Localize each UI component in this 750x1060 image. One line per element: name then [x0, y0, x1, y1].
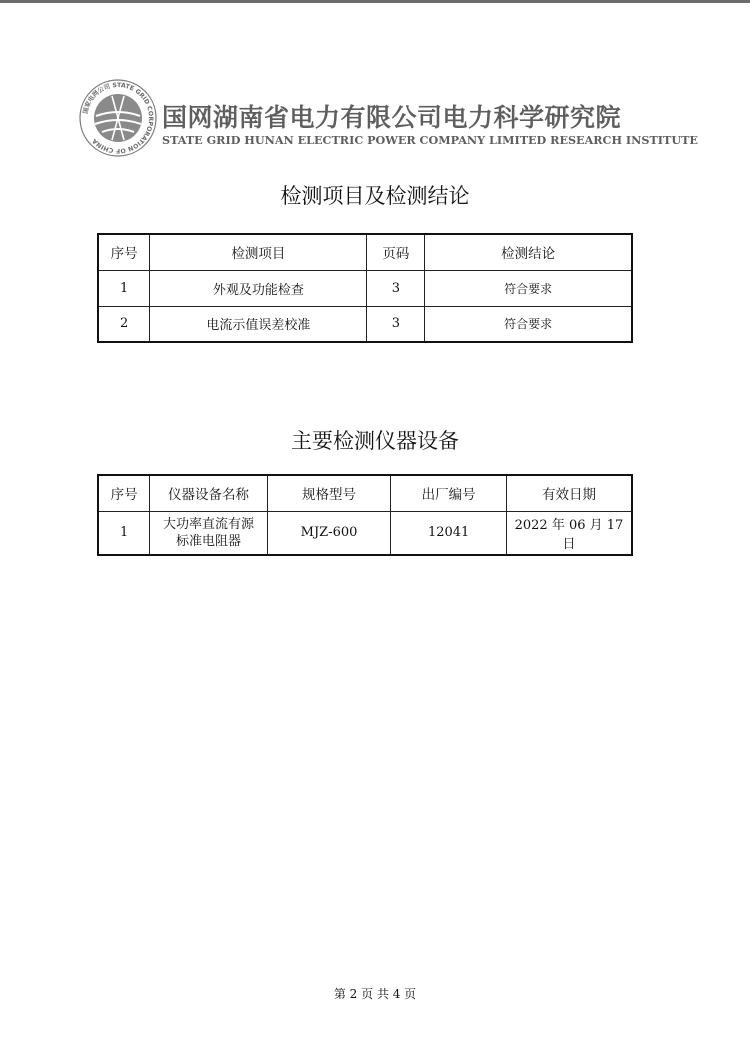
- table-row: [98, 306, 632, 342]
- row-item: 电流示值误差校准: [150, 306, 367, 342]
- row-model: MJZ-600: [267, 511, 391, 555]
- row-no: 2: [98, 306, 150, 342]
- instruments-table-header: [98, 475, 632, 511]
- state-grid-logo-icon: [78, 78, 158, 158]
- header-name: 仪器设备名称: [150, 475, 267, 511]
- row-page: 3: [367, 270, 425, 306]
- page-top-edge: [0, 0, 750, 3]
- header-no: 序号: [98, 234, 150, 270]
- row-instrument-name: [150, 511, 267, 555]
- row-serial: 12041: [391, 511, 507, 555]
- header-serial: 出厂编号: [391, 475, 507, 511]
- instrument-name-line2: 标准电阻器: [176, 533, 242, 549]
- header-no: 序号: [98, 475, 150, 511]
- letterhead: [78, 78, 698, 158]
- header-page: 页码: [367, 234, 425, 270]
- row-conclusion: 符合要求: [425, 270, 632, 306]
- organization-name-en: STATE GRID HUNAN ELECTRIC POWER COMPANY LIMITED RESEARCH INSTITUTE: [162, 133, 698, 147]
- results-table-header: [98, 234, 632, 270]
- instruments-table: [97, 474, 633, 556]
- table-row: [98, 511, 632, 555]
- row-no: 1: [98, 511, 150, 555]
- header-model: 规格型号: [267, 475, 391, 511]
- instruments-section-title: 主要检测仪器设备: [291, 429, 459, 453]
- header-item: 检测项目: [150, 234, 367, 270]
- header-valid-date: 有效日期: [506, 475, 632, 511]
- svg-text:国家电网公司 STATE GRID CORPORATION: 国家电网公司 STATE GRID CORPORATION OF CHINA: [82, 81, 155, 155]
- results-section-title: 检测项目及检测结论: [280, 184, 470, 208]
- page-number-footer: 第 2 页 共 4 页: [333, 987, 417, 1001]
- row-valid-date: 2022 年 06 月 17 日: [506, 511, 632, 555]
- instrument-name-line1: 大功率直流有源: [163, 516, 255, 532]
- row-conclusion: 符合要求: [425, 306, 632, 342]
- results-table: [97, 233, 633, 343]
- organization-name-cn: 国网湖南省电力有限公司电力科学研究院: [162, 103, 622, 132]
- table-row: [98, 270, 632, 306]
- header-conclusion: 检测结论: [425, 234, 632, 270]
- row-no: 1: [98, 270, 150, 306]
- row-item: 外观及功能检查: [150, 270, 367, 306]
- row-page: 3: [367, 306, 425, 342]
